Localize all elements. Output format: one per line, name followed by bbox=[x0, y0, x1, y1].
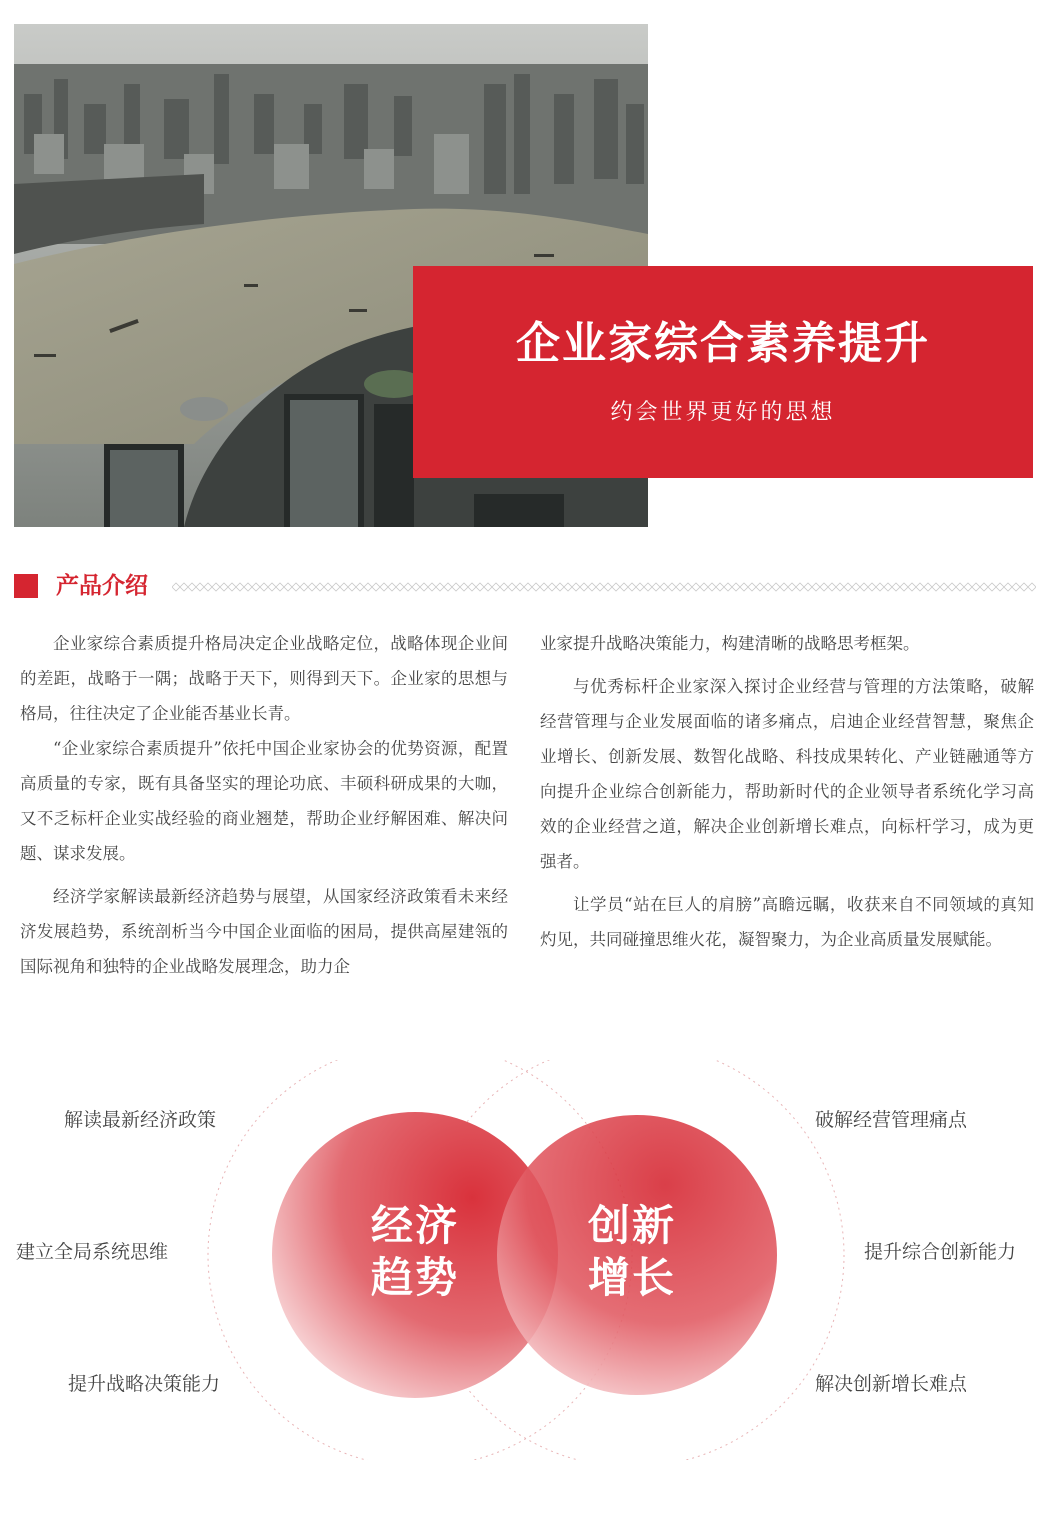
intro-left-column bbox=[20, 626, 508, 984]
intro-paragraph: 与优秀标杆企业家深入探讨企业经营与管理的方法策略，破解经营管理与企业发展面临的诸多痛点，启迪企业经营智慧，聚焦企业增长、创新发展、数智化战略、科技成果转化、产业链融通等方向提升企业综合创新能力，帮助新时代的企业领导者系统化学习高效的企业经营之道，解决企业创新增长难点，向标杆学习，成为更强者。 bbox=[540, 677, 1034, 871]
venn-diagram bbox=[0, 1060, 1052, 1460]
left-benefit-label: 提升战略决策能力 bbox=[68, 1373, 221, 1395]
section-divider-rule bbox=[172, 582, 1036, 592]
left-circle-line: 趋势 bbox=[370, 1253, 459, 1302]
intro-paragraph: 让学员“站在巨人的肩膀”高瞻远瞩，收获来自不同领域的真知灼见，共同碰撞思维火花，凝智聚力，为企业高质量发展赋能。 bbox=[540, 895, 1034, 949]
intro-paragraph: 企业家综合素质提升格局决定企业战略定位，战略体现企业间的差距，战略于一隅；战略于天下，则得到天下。企业家的思想与格局，往往决定了企业能否基业长青。 bbox=[20, 634, 508, 723]
left-benefit-label: 建立全局系统思维 bbox=[16, 1241, 169, 1263]
intro-right-column bbox=[540, 626, 1034, 957]
intro-paragraph: 经济学家解读最新经济趋势与展望，从国家经济政策看未来经济发展趋势，系统剖析当今中国企业面临的困局，提供高屋建瓴的国际视角和独特的企业战略发展理念，助力企 bbox=[20, 887, 508, 976]
section-title: 产品介绍 bbox=[56, 573, 148, 599]
left-benefit-label: 解读最新经济政策 bbox=[64, 1109, 217, 1131]
right-benefit-label: 破解经营管理痛点 bbox=[815, 1109, 968, 1131]
right-circle-line: 增长 bbox=[587, 1253, 676, 1302]
section-marker-square bbox=[14, 574, 38, 598]
intro-paragraph: 业家提升战略决策能力，构建清晰的战略思考框架。 bbox=[540, 634, 920, 653]
right-benefit-label: 提升综合创新能力 bbox=[864, 1241, 1017, 1263]
left-circle-label bbox=[340, 1200, 490, 1304]
hero-banner bbox=[413, 266, 1033, 478]
hero-title: 企业家综合素养提升 bbox=[516, 318, 930, 369]
right-circle-line: 创新 bbox=[587, 1201, 676, 1250]
intro-paragraph: “企业家综合素质提升”依托中国企业家协会的优势资源，配置高质量的专家，既有具备坚实的理论功底、丰硕科研成果的大咖，又不乏标杆企业实战经验的商业翘楚，帮助企业纾解困难、解决问题、谋求发展。 bbox=[20, 739, 508, 863]
right-benefit-label: 解决创新增长难点 bbox=[815, 1373, 968, 1395]
left-circle-line: 经济 bbox=[370, 1201, 459, 1250]
section-header bbox=[14, 574, 1036, 600]
right-circle-label bbox=[557, 1200, 707, 1304]
hero-subtitle: 约会世界更好的思想 bbox=[610, 400, 836, 425]
